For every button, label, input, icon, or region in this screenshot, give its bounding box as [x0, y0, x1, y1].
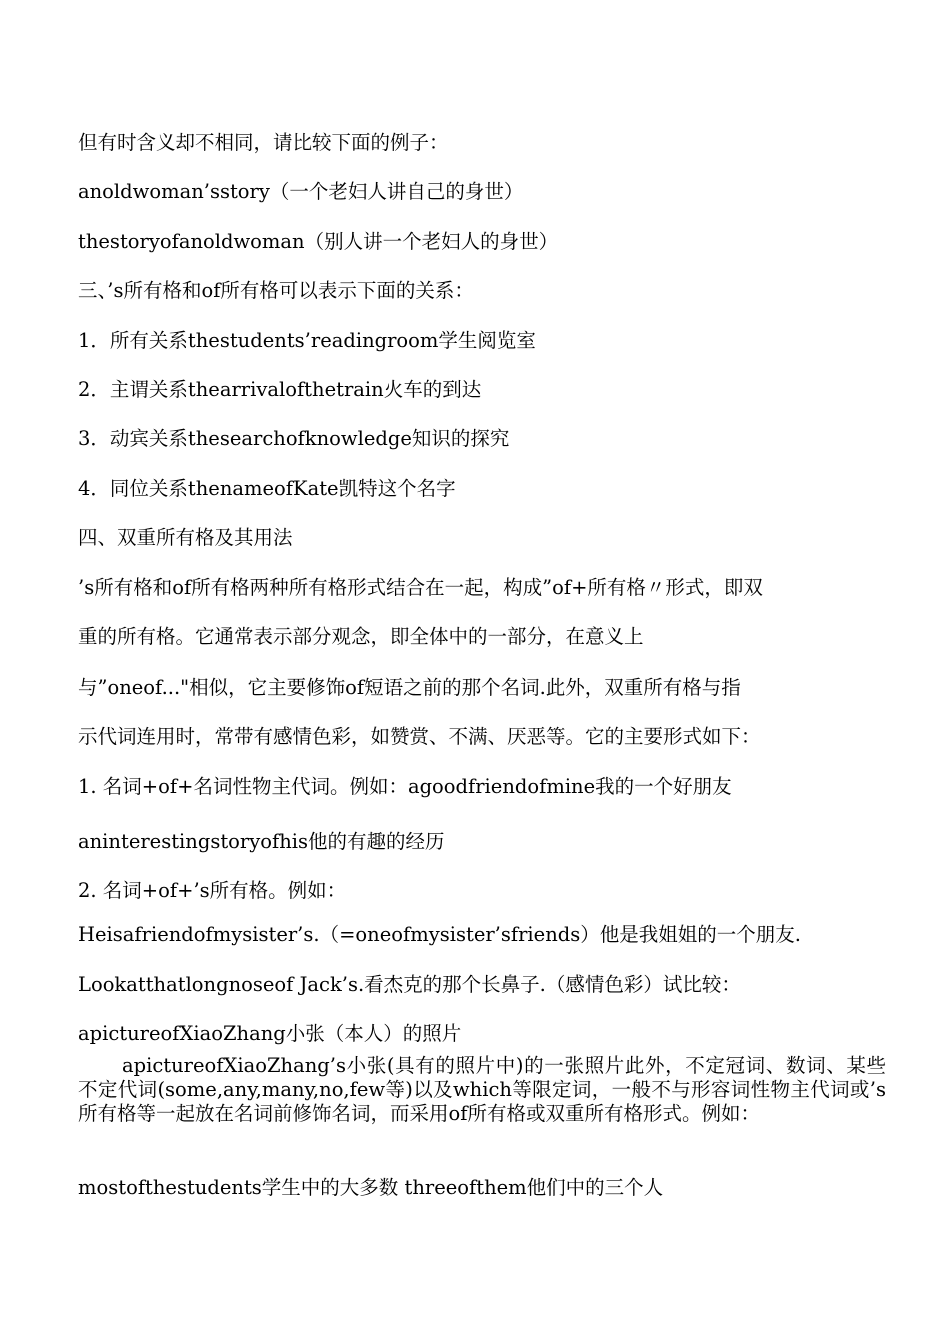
text-line: mostofthestudents学生中的大多数 threeofthem他们中的三个人	[78, 1176, 664, 1199]
list-item: 2．主谓关系thearrivalofthetrain火车的到达	[78, 378, 482, 401]
text-line: 示代词连用时，常带有感情色彩，如赞赏、不满、厌恶等。它的主要形式如下：	[78, 725, 761, 748]
list-item: 2. 名词+of+’s所有格。例如：	[78, 879, 347, 902]
text-line: apictureofXiaoZhang小张（本人）的照片	[78, 1022, 462, 1045]
text-line: anoldwoman’sstory（一个老妇人讲自己的身世）	[78, 180, 524, 203]
text-line: 与”oneof..."相似，它主要修饰of短语之前的那个名词.此外，双重所有格与指	[78, 676, 741, 699]
list-item: 1．所有关系thestudents’readingroom学生阅览室	[78, 329, 536, 352]
section-heading: 三、’s所有格和of所有格可以表示下面的关系：	[78, 279, 474, 302]
text-line: 但有时含义却不相同，请比较下面的例子：	[78, 131, 449, 154]
list-item: 3．动宾关系thesearchofknowledge知识的探究	[78, 427, 510, 450]
text-line: Heisafriendofmysister’s.（=oneofmysister’sfriends）他是我姐姐的一个朋友.	[78, 923, 801, 946]
paragraph: apictureofXiaoZhang’s小张(具有的照片中)的一张照片此外，不定冠词、数词、某些不定代词(some,any,many,no,few等)以及which等限定词，一般不与形容词性物主代词或’s所有格等一起放在名词前修饰名词，而采用of所有格或双重所有格形式。例如：	[78, 1054, 886, 1125]
text-line: 重的所有格。它通常表示部分观念，即全体中的一部分，在意义上	[78, 625, 644, 648]
text-line: ’s所有格和of所有格两种所有格形式结合在一起，构成”of+所有格〃形式，即双	[78, 576, 763, 599]
list-item: 4．同位关系thenameofKate凯特这个名字	[78, 477, 456, 500]
list-item: 1. 名词+of+名词性物主代词。例如：agoodfriendofmine我的一个好朋友	[78, 775, 732, 798]
text-line: Lookatthatlongnoseof Jack’s.看杰克的那个长鼻子.（感情色彩）试比较：	[78, 973, 741, 996]
section-heading: 四、双重所有格及其用法	[78, 526, 293, 549]
text-line: thestoryofanoldwoman（别人讲一个老妇人的身世）	[78, 230, 559, 253]
text-line: aninterestingstoryofhis他的有趣的经历	[78, 830, 445, 853]
